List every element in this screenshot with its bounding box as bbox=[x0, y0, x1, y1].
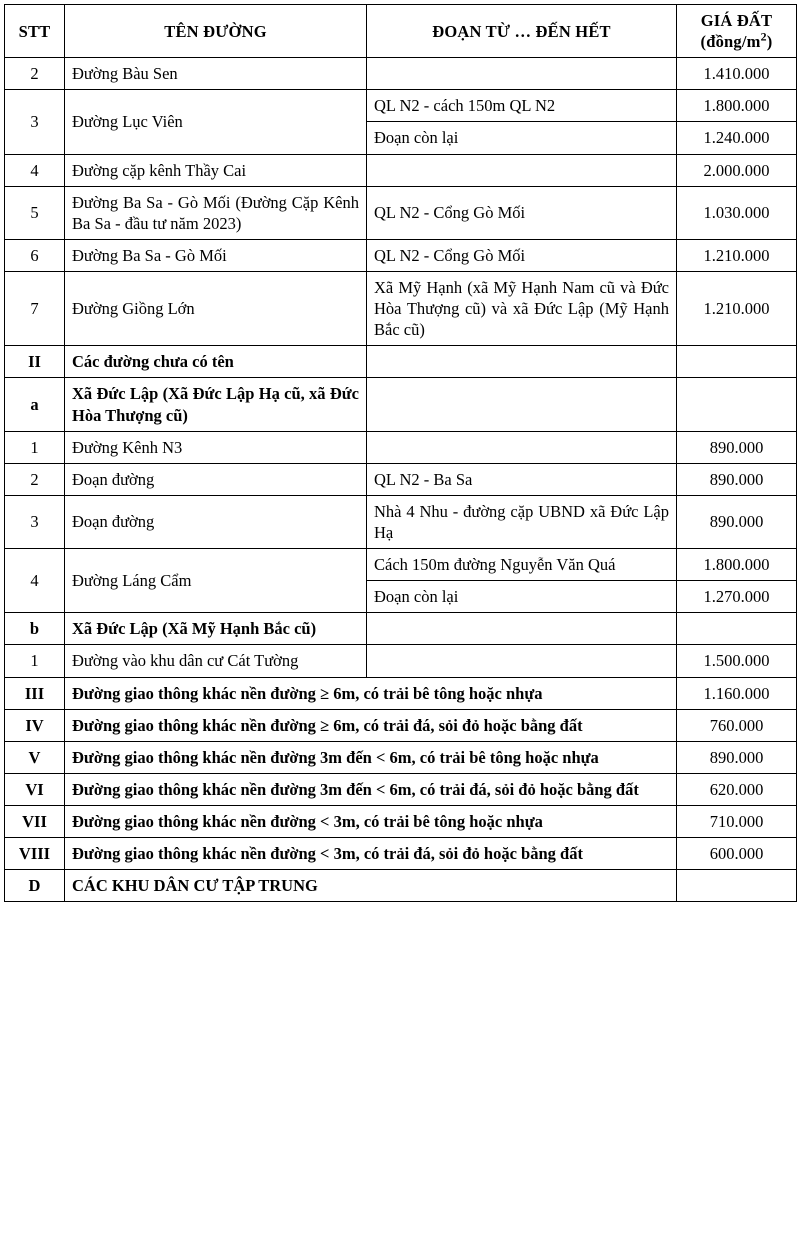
price-cell bbox=[677, 870, 797, 902]
table-row bbox=[5, 186, 797, 239]
price-cell: 890.000 bbox=[677, 463, 797, 495]
table-row bbox=[5, 741, 797, 773]
row-index-cell: V bbox=[5, 741, 65, 773]
row-index-cell: 4 bbox=[5, 154, 65, 186]
road-category-cell: Đường giao thông khác nền đường ≥ 6m, có trải bê tông hoặc nhựa bbox=[65, 677, 677, 709]
row-index-cell: 6 bbox=[5, 239, 65, 271]
price-cell: 1.210.000 bbox=[677, 239, 797, 271]
price-cell: 890.000 bbox=[677, 495, 797, 548]
price-cell: 760.000 bbox=[677, 709, 797, 741]
price-cell: 710.000 bbox=[677, 805, 797, 837]
segment-cell bbox=[367, 378, 677, 431]
road-category-cell: Đường giao thông khác nền đường < 3m, có trải bê tông hoặc nhựa bbox=[65, 805, 677, 837]
road-name-cell: Đường Bàu Sen bbox=[65, 58, 367, 90]
row-index-cell: 7 bbox=[5, 271, 65, 345]
price-unit-suffix: ) bbox=[766, 32, 773, 52]
segment-cell: QL N2 - Cổng Gò Mối bbox=[367, 239, 677, 271]
table-row bbox=[5, 870, 797, 902]
price-cell: 1.240.000 bbox=[677, 122, 797, 154]
road-name-cell: Đường Ba Sa - Gò Mối bbox=[65, 239, 367, 271]
land-price-table bbox=[4, 4, 797, 902]
table-row bbox=[5, 271, 797, 345]
table-row bbox=[5, 463, 797, 495]
row-index-cell: II bbox=[5, 346, 65, 378]
row-index-cell: 5 bbox=[5, 186, 65, 239]
price-unit-prefix: (đồng/m bbox=[700, 32, 761, 52]
column-header-stt: STT bbox=[5, 5, 65, 58]
table-body bbox=[5, 58, 797, 902]
column-header-road-name: TÊN ĐƯỜNG bbox=[65, 5, 367, 58]
segment-cell: QL N2 - Cổng Gò Mối bbox=[367, 186, 677, 239]
row-index-cell: 3 bbox=[5, 90, 65, 154]
road-name-cell: Xã Đức Lập (Xã Mỹ Hạnh Bắc cũ) bbox=[65, 613, 367, 645]
price-cell bbox=[677, 378, 797, 431]
header-row bbox=[5, 5, 797, 58]
road-category-cell: Đường giao thông khác nền đường 3m đến < 6m, có trải đá, sỏi đỏ hoặc bằng đất bbox=[65, 773, 677, 805]
price-cell: 1.500.000 bbox=[677, 645, 797, 677]
row-index-cell: 1 bbox=[5, 431, 65, 463]
table-row bbox=[5, 805, 797, 837]
segment-cell: Nhà 4 Nhu - đường cặp UBND xã Đức Lập Hạ bbox=[367, 495, 677, 548]
row-index-cell: 3 bbox=[5, 495, 65, 548]
table-row bbox=[5, 613, 797, 645]
column-header-price bbox=[677, 5, 797, 58]
row-index-cell: IV bbox=[5, 709, 65, 741]
segment-cell bbox=[367, 58, 677, 90]
price-header-line1: GIÁ ĐẤT bbox=[700, 11, 773, 30]
table-row bbox=[5, 58, 797, 90]
row-index-cell: a bbox=[5, 378, 65, 431]
row-index-cell: 4 bbox=[5, 549, 65, 613]
table-row bbox=[5, 378, 797, 431]
price-cell bbox=[677, 613, 797, 645]
road-name-cell: Xã Đức Lập (Xã Đức Lập Hạ cũ, xã Đức Hòa Thượng cũ) bbox=[65, 378, 367, 431]
price-cell: 1.270.000 bbox=[677, 581, 797, 613]
price-cell: 1.800.000 bbox=[677, 90, 797, 122]
table-row bbox=[5, 346, 797, 378]
price-cell: 620.000 bbox=[677, 773, 797, 805]
road-category-cell: CÁC KHU DÂN CƯ TẬP TRUNG bbox=[65, 870, 677, 902]
road-category-cell: Đường giao thông khác nền đường 3m đến < 6m, có trải bê tông hoặc nhựa bbox=[65, 741, 677, 773]
segment-cell: Cách 150m đường Nguyễn Văn Quá bbox=[367, 549, 677, 581]
road-name-cell: Các đường chưa có tên bbox=[65, 346, 367, 378]
segment-cell: QL N2 - Ba Sa bbox=[367, 463, 677, 495]
price-header-line2 bbox=[684, 31, 789, 52]
table-row bbox=[5, 709, 797, 741]
row-index-cell: VII bbox=[5, 805, 65, 837]
segment-cell bbox=[367, 346, 677, 378]
table-row bbox=[5, 677, 797, 709]
price-cell: 1.210.000 bbox=[677, 271, 797, 345]
road-name-cell: Đường cặp kênh Thầy Cai bbox=[65, 154, 367, 186]
table-header bbox=[5, 5, 797, 58]
road-name-cell: Đường Láng Cẩm bbox=[65, 549, 367, 613]
road-category-cell: Đường giao thông khác nền đường < 3m, có trải đá, sỏi đỏ hoặc bằng đất bbox=[65, 838, 677, 870]
road-name-cell: Đường vào khu dân cư Cát Tường bbox=[65, 645, 367, 677]
segment-cell bbox=[367, 645, 677, 677]
road-name-cell: Đường Ba Sa - Gò Mối (Đường Cặp Kênh Ba Sa - đầu tư năm 2023) bbox=[65, 186, 367, 239]
table-row bbox=[5, 645, 797, 677]
price-unit-exponent: 2 bbox=[760, 29, 767, 44]
table-row bbox=[5, 773, 797, 805]
price-cell bbox=[677, 346, 797, 378]
price-cell: 1.800.000 bbox=[677, 549, 797, 581]
price-cell: 1.030.000 bbox=[677, 186, 797, 239]
row-index-cell: 2 bbox=[5, 58, 65, 90]
segment-cell bbox=[367, 154, 677, 186]
row-index-cell: D bbox=[5, 870, 65, 902]
road-category-cell: Đường giao thông khác nền đường ≥ 6m, có trải đá, sỏi đỏ hoặc bằng đất bbox=[65, 709, 677, 741]
segment-cell bbox=[367, 613, 677, 645]
road-name-cell: Đường Lục Viên bbox=[65, 90, 367, 154]
road-name-cell: Đoạn đường bbox=[65, 463, 367, 495]
segment-cell: Xã Mỹ Hạnh (xã Mỹ Hạnh Nam cũ và Đức Hòa Thượng cũ) và xã Đức Lập (Mỹ Hạnh Bắc cũ) bbox=[367, 271, 677, 345]
segment-cell: Đoạn còn lại bbox=[367, 581, 677, 613]
table-row bbox=[5, 495, 797, 548]
road-name-cell: Đoạn đường bbox=[65, 495, 367, 548]
price-cell: 890.000 bbox=[677, 741, 797, 773]
row-index-cell: b bbox=[5, 613, 65, 645]
road-name-cell: Đường Giồng Lớn bbox=[65, 271, 367, 345]
price-cell: 2.000.000 bbox=[677, 154, 797, 186]
table-row bbox=[5, 90, 797, 122]
row-index-cell: III bbox=[5, 677, 65, 709]
table-row bbox=[5, 239, 797, 271]
price-cell: 600.000 bbox=[677, 838, 797, 870]
segment-cell: QL N2 - cách 150m QL N2 bbox=[367, 90, 677, 122]
row-index-cell: 2 bbox=[5, 463, 65, 495]
column-header-segment: ĐOẠN TỪ … ĐẾN HẾT bbox=[367, 5, 677, 58]
price-cell: 890.000 bbox=[677, 431, 797, 463]
price-cell: 1.160.000 bbox=[677, 677, 797, 709]
table-row bbox=[5, 154, 797, 186]
table-row bbox=[5, 431, 797, 463]
table-row bbox=[5, 549, 797, 581]
segment-cell: Đoạn còn lại bbox=[367, 122, 677, 154]
row-index-cell: 1 bbox=[5, 645, 65, 677]
table-row bbox=[5, 838, 797, 870]
row-index-cell: VIII bbox=[5, 838, 65, 870]
road-name-cell: Đường Kênh N3 bbox=[65, 431, 367, 463]
segment-cell bbox=[367, 431, 677, 463]
row-index-cell: VI bbox=[5, 773, 65, 805]
price-cell: 1.410.000 bbox=[677, 58, 797, 90]
